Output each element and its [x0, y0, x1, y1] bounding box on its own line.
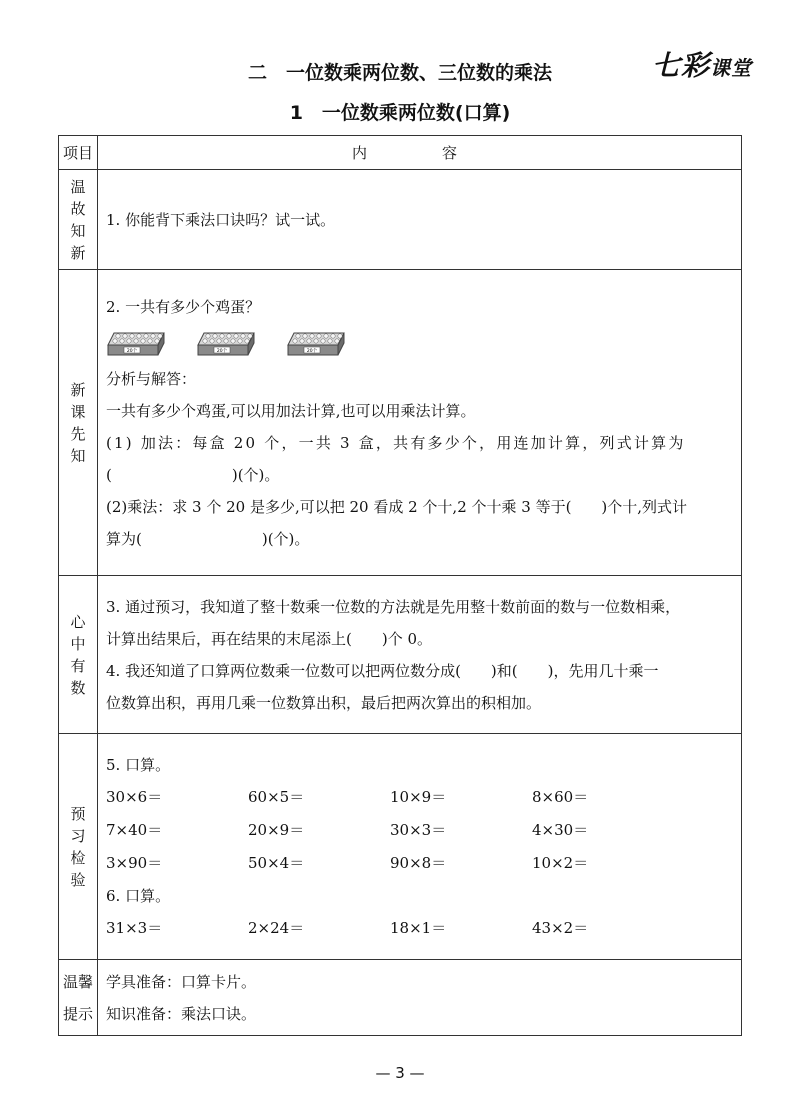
review-row: [59, 170, 742, 270]
tips-line-1: 学具准备：口算卡片。: [106, 972, 257, 991]
check-label: 预习检验: [59, 734, 98, 960]
calc-item: 18×1＝: [390, 918, 447, 937]
calc-row: [106, 781, 733, 814]
calc-item: 10×2＝: [532, 853, 589, 872]
calc-row: [106, 912, 733, 945]
question-2: 2. 一共有多少个鸡蛋？: [106, 297, 261, 316]
brand-small: 课堂: [710, 56, 752, 80]
multiplication-line-1: (2)乘法：求 3 个 20 是多少,可以把 20 看成 2 个十,2 个十乘 3 等于( )个十,列式计: [106, 497, 688, 516]
svg-text:20个: 20个: [216, 348, 228, 354]
lesson-title: 1 一位数乘两位数(口算): [289, 102, 511, 124]
calc-item: 7×40＝: [106, 820, 163, 839]
calc-row: [106, 847, 733, 880]
question-3-line-2: 计算出结果后，再在结果的末尾添上( )个 0。: [106, 629, 433, 648]
tips-label-bottom: 提示: [62, 1004, 93, 1023]
new-row: [59, 270, 742, 576]
svg-text:20个: 20个: [306, 348, 318, 354]
analysis-heading: 分析与解答：: [106, 369, 197, 388]
calc-item: 8×60＝: [532, 787, 589, 806]
question-5: 5. 口算。: [106, 755, 171, 774]
review-content: [98, 170, 742, 270]
calc-item: 30×6＝: [106, 787, 163, 806]
analysis-intro: 一共有多少个鸡蛋,可以用加法计算,也可以用乘法计算。: [106, 401, 476, 420]
unit-title: 二 一位数乘两位数、三位数的乘法: [247, 62, 552, 84]
egg-tray-image: [286, 331, 346, 357]
calc-item: 20×9＝: [248, 820, 305, 839]
header-item-cell: 项目: [59, 136, 98, 170]
calc-row: [106, 814, 733, 847]
check-content: [98, 734, 742, 960]
calc-item: 60×5＝: [248, 787, 305, 806]
review-label: 温故知新: [59, 170, 98, 270]
content-table: [58, 135, 742, 1036]
calc-item: 30×3＝: [390, 820, 447, 839]
egg-tray-image: [196, 331, 256, 357]
calc-item: 2×24＝: [248, 918, 305, 937]
calc-item: 90×8＝: [390, 853, 447, 872]
addition-line-2: ( )(个)。: [106, 465, 280, 484]
new-label: 新课先知: [59, 270, 98, 576]
header-content-cell: 内 容: [98, 136, 742, 170]
egg-trays: [106, 331, 733, 357]
calc-item: 10×9＝: [390, 787, 447, 806]
addition-line-1: (1) 加法：每盒 20 个，一共 3 盒，共有多少个，用连加计算，列式计算为: [106, 433, 686, 452]
calc-item: 31×3＝: [106, 918, 163, 937]
question-6: 6. 口算。: [106, 886, 171, 905]
question-4-line-1: 4. 我还知道了口算两位数乘一位数可以把两位数分成( )和( )，先用几十乘一: [106, 661, 659, 680]
check-row: [59, 734, 742, 960]
question-1: 1. 你能背下乘法口诀吗？试一试。: [106, 210, 336, 229]
tips-label-top: 温馨: [62, 972, 93, 991]
tips-label: [59, 960, 98, 1036]
question-4-line-2: 位数算出积，再用几乘一位数算出积，最后把两次算出的积相加。: [106, 693, 542, 712]
calc-item: 3×90＝: [106, 853, 163, 872]
calc-item: 50×4＝: [248, 853, 305, 872]
table-header-row: [59, 136, 742, 170]
calc-item: 4×30＝: [532, 820, 589, 839]
brand-big: 七彩: [651, 49, 710, 82]
page-number: — 3 —: [375, 1064, 425, 1082]
multiplication-line-2: 算为( )(个)。: [106, 529, 310, 548]
tips-content: [98, 960, 742, 1036]
new-content: [98, 270, 742, 576]
mind-content: [98, 576, 742, 734]
question-3-line-1: 3. 通过预习，我知道了整十数乘一位数的方法就是先用整十数前面的数与一位数相乘，: [106, 597, 681, 616]
tips-row: [59, 960, 742, 1036]
mind-row: [59, 576, 742, 734]
mind-label: 心中有数: [59, 576, 98, 734]
egg-tray-image: [106, 331, 166, 357]
calc-item: 43×2＝: [532, 918, 589, 937]
tips-line-2: 知识准备：乘法口诀。: [106, 1004, 257, 1023]
svg-text:20个: 20个: [126, 348, 138, 354]
